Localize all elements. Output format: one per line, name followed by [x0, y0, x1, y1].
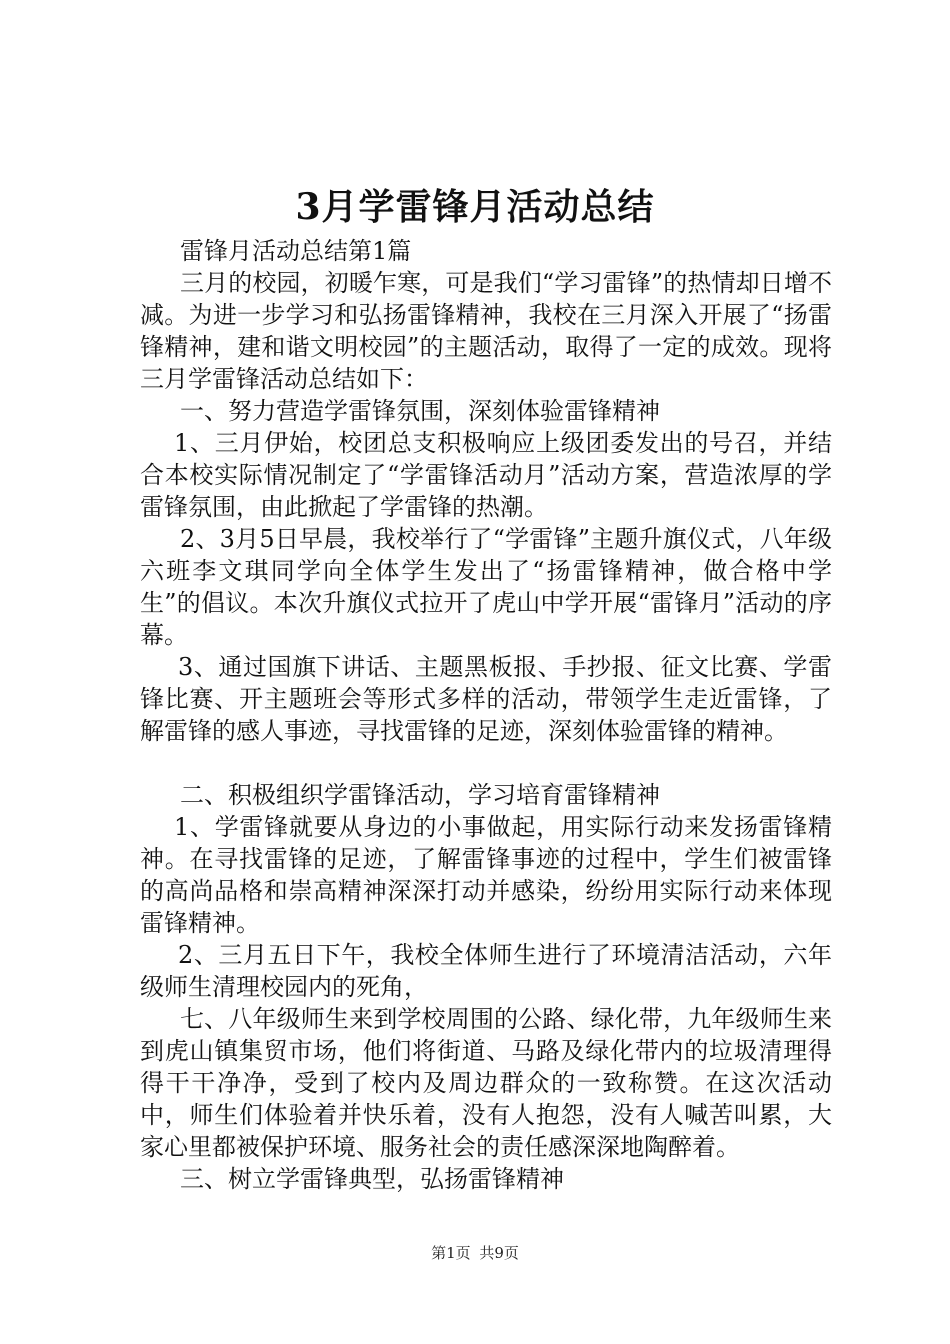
page-footer: [0, 1243, 950, 1263]
page-title: 3月学雷锋月活动总结: [295, 186, 655, 228]
blank-line: [140, 747, 832, 779]
paragraph: 三月的校园，初暖乍寒，可是我们“学习雷锋”的热情却日增不减。为进一步学习和弘扬雷锋精神，我校在三月深入开展了“扬雷锋精神，建和谐文明校园”的主题活动，取得了一定的成效。现将三月学雷锋活动总结如下：: [140, 269, 832, 393]
paragraph: 2、三月五日下午，我校全体师生进行了环境清洁活动，六年级师生清理校园内的死角，: [140, 941, 832, 1001]
paragraph: 1、学雷锋就要从身边的小事做起，用实际行动来发扬雷锋精神。在寻找雷锋的足迹，了解雷锋事迹的过程中，学生们被雷锋的高尚品格和崇高精神深深打动并感染，纷纷用实际行动来体现雷锋精神。: [140, 813, 832, 937]
section-heading: 雷锋月活动总结第1篇: [180, 237, 412, 265]
section-heading: 三、树立学雷锋典型，弘扬雷锋精神: [180, 1165, 564, 1193]
page-total: 共9页: [479, 1244, 519, 1262]
paragraph: 3、通过国旗下讲话、主题黑板报、手抄报、征文比赛、学雷锋比赛、开主题班会等形式多样的活动，带领学生走近雷锋，了解雷锋的感人事迹，寻找雷锋的足迹，深刻体验雷锋的精神。: [140, 653, 832, 745]
page-number: 第1页: [431, 1244, 471, 1262]
document-body: [140, 235, 832, 1195]
paragraph: 2、3月5日早晨，我校举行了“学雷锋”主题升旗仪式，八年级六班李文琪同学向全体学生发出了“扬雷锋精神，做合格中学生”的倡议。本次升旗仪式拉开了虎山中学开展“雷锋月”活动的序幕。: [140, 525, 832, 649]
paragraph: 1、三月伊始，校团总支积极响应上级团委发出的号召，并结合本校实际情况制定了“学雷锋活动月”活动方案，营造浓厚的学雷锋氛围，由此掀起了学雷锋的热潮。: [140, 429, 832, 521]
paragraph: 七、八年级师生来到学校周围的公路、绿化带，九年级师生来到虎山镇集贸市场，他们将街道、马路及绿化带内的垃圾清理得得干干净净，受到了校内及周边群众的一致称赞。在这次活动中，师生们体验着并快乐着，没有人抱怨，没有人喊苦叫累，大家心里都被保护环境、服务社会的责任感深深地陶醉着。: [140, 1005, 832, 1161]
section-heading: 二、积极组织学雷锋活动，学习培育雷锋精神: [180, 781, 660, 809]
section-heading: 一、努力营造学雷锋氛围，深刻体验雷锋精神: [180, 397, 660, 425]
